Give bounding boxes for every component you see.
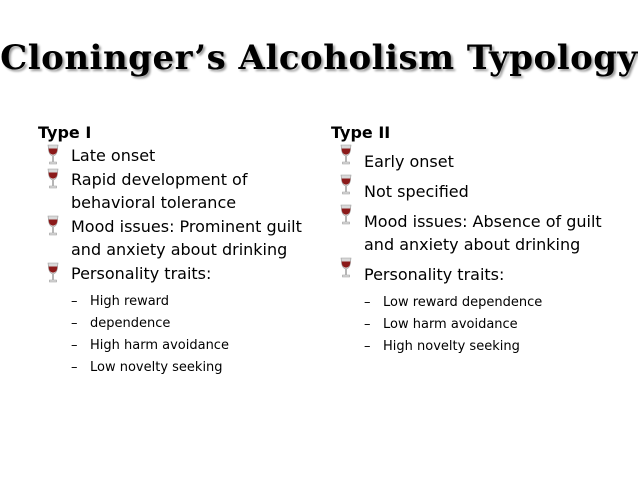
type-1-item [38, 262, 318, 285]
type-1-subitem [38, 335, 318, 357]
type-1-item-text: Personality traits: [71, 264, 212, 283]
type-2-subitem [331, 292, 611, 314]
wine-glass-icon [45, 144, 61, 166]
type-2-item-text: Not specified [364, 182, 469, 201]
wine-glass-icon [338, 144, 354, 166]
type-2-heading: Type II [331, 123, 391, 142]
type-2-subitem [331, 336, 611, 358]
type-1-subitem-text: Low novelty seeking [90, 360, 223, 375]
type-1-subitem [38, 357, 318, 379]
dash-marker: – [364, 339, 371, 354]
slide-title: Cloninger’s Alcoholism Typology [0, 38, 638, 78]
type-2-item-text: Mood issues: Absence of guilt and anxiety about drinking [364, 212, 602, 254]
type-1-subitem-text: High harm avoidance [90, 338, 229, 353]
type-1-subitems [38, 291, 318, 379]
type-1-subitem-text: dependence [90, 316, 171, 331]
type-1-item-text: Late onset [71, 146, 156, 165]
type-1-item [38, 215, 318, 261]
type-2-column [331, 124, 611, 358]
wine-glass-icon [45, 215, 61, 237]
type-2-subitems [331, 292, 611, 358]
type-1-item-text: Mood issues: Prominent guilt and anxiety about drinking [71, 217, 302, 259]
wine-glass-icon [45, 168, 61, 190]
type-2-item [331, 174, 611, 203]
dash-marker: – [364, 317, 371, 332]
wine-glass-icon [45, 262, 61, 284]
type-1-item [38, 168, 318, 214]
type-1-subitem [38, 313, 318, 335]
dash-marker: – [71, 360, 78, 375]
dash-marker: – [364, 295, 371, 310]
wine-glass-icon [338, 204, 354, 226]
type-2-item-text: Personality traits: [364, 265, 505, 284]
type-2-subitem-text: Low harm avoidance [383, 317, 518, 332]
dash-marker: – [71, 316, 78, 331]
type-2-subitem [331, 314, 611, 336]
type-2-subitem-text: High novelty seeking [383, 339, 520, 354]
type-1-item-text: Rapid development of behavioral tolerance [71, 170, 248, 212]
type-2-subitem-text: Low reward dependence [383, 295, 543, 310]
dash-marker: – [71, 338, 78, 353]
type-2-item [331, 257, 611, 286]
type-1-subitem [38, 291, 318, 313]
type-2-item-text: Early onset [364, 152, 454, 171]
type-2-item [331, 204, 611, 256]
dash-marker: – [71, 294, 78, 309]
wine-glass-icon [338, 257, 354, 279]
wine-glass-icon [338, 174, 354, 196]
type-1-column [38, 124, 318, 379]
type-1-subitem-text: High reward [90, 294, 170, 309]
type-1-heading: Type I [38, 123, 92, 142]
type-2-item [331, 144, 611, 173]
type-1-item [38, 144, 318, 167]
